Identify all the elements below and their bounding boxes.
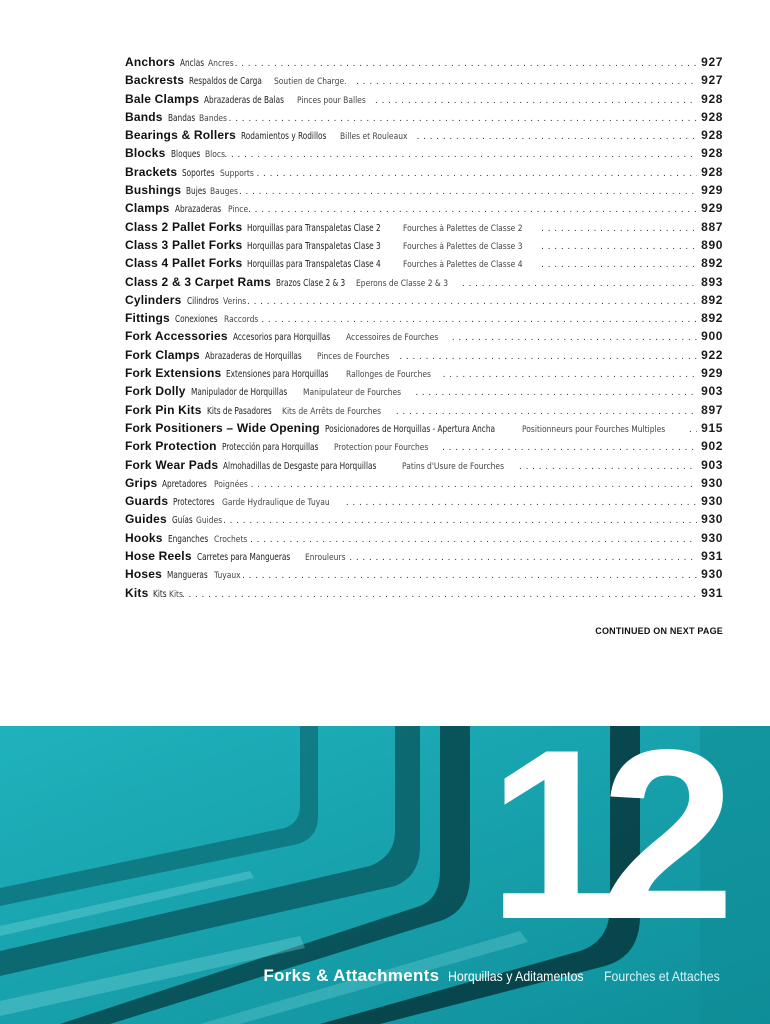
toc-entry-title-es: Respaldos de Carga (189, 76, 263, 88)
toc-entry-title-es: Accesorios para Horquillas (232, 332, 331, 344)
toc-entry[interactable] (125, 110, 723, 128)
toc-entry-title-en: Bale Clamps (125, 91, 200, 106)
toc-entry-title-es: Abrazaderas de Balas (204, 94, 285, 106)
toc-entry-title-fr: Rallonges de Fourches (345, 370, 431, 381)
dot-leader (375, 95, 697, 106)
toc-entry[interactable] (125, 421, 723, 439)
toc-entry-title-fr: Fourches à Palettes de Classe 2 (402, 223, 523, 234)
toc-entry-title-es: Kits (153, 588, 168, 600)
dot-leader (346, 497, 697, 508)
toc-entry-title-fr: Manipulateur de Fourches (302, 388, 401, 399)
toc-entry-title-en: Bands (125, 109, 163, 124)
toc-entry-page: 927 (701, 55, 723, 69)
toc-entry-page: 893 (701, 274, 723, 289)
toc-entry-title-fr: Accessoires de Fourches (345, 333, 439, 344)
toc-entry-title-en: Hoses (125, 567, 163, 582)
toc-entry[interactable] (125, 512, 723, 530)
dot-leader (443, 369, 697, 380)
toc-entry-title-en: Fork Dolly (125, 384, 186, 399)
toc-entry-page: 930 (701, 494, 723, 509)
toc-entry[interactable] (125, 311, 723, 329)
dot-leader (248, 204, 697, 215)
toc-entry-title-es: Mangueras (167, 570, 208, 582)
toc-entry-title-fr: Verins (223, 296, 247, 307)
toc-entry[interactable] (125, 220, 723, 238)
toc-entry[interactable] (125, 549, 723, 567)
toc-entry-title-fr: Pince (228, 205, 249, 216)
chapter-number: 12 (488, 700, 714, 970)
dot-leader (442, 442, 697, 453)
toc-entry-title-fr: Poignées (214, 479, 249, 490)
toc-entry-title-en: Fork Positioners – Wide Opening (125, 420, 320, 435)
dot-leader (541, 259, 697, 270)
toc-entry-title-en: Clamps (125, 201, 170, 216)
toc-entry-title-fr: Raccords (224, 315, 259, 326)
toc-entry-page: 887 (701, 219, 723, 234)
toc-entry-title-en: Brackets (125, 164, 178, 179)
toc-entry-title-en: Hose Reels (125, 549, 192, 564)
dot-leader (261, 314, 697, 325)
dot-leader (224, 149, 697, 160)
toc-entry-title-es: Carretes para Mangueras (196, 552, 290, 564)
toc-entry-title-fr: Tuyaux (214, 571, 242, 582)
toc-entry-title-fr: Billes et Rouleaux (340, 132, 408, 143)
chapter-title-fr: Fourches et Attaches (604, 968, 721, 984)
toc-entry-title-es: Enganches (167, 533, 208, 545)
dot-leader (689, 424, 697, 435)
toc-entry-title-es: Apretadores (162, 478, 208, 490)
toc-entry-page: 928 (701, 91, 723, 106)
toc-entry-title-es: Horquillas para Transpaletas Clase 2 (247, 222, 382, 234)
dot-leader (256, 168, 697, 179)
toc-entry-page: 930 (701, 567, 723, 582)
dot-leader (229, 113, 698, 124)
toc-entry[interactable] (125, 567, 723, 585)
dot-leader (462, 278, 697, 289)
toc-entry-title-en: Class 4 Pallet Forks (125, 256, 243, 271)
toc-entry-title-en: Fork Accessories (125, 329, 228, 344)
dot-leader (349, 552, 697, 563)
toc-entry[interactable] (125, 92, 723, 110)
toc-entry-title-fr: Fourches à Palettes de Classe 3 (402, 241, 523, 252)
toc-entry-title-en: Kits (125, 585, 149, 600)
toc-entry-title-es: Posicionadores de Horquillas - Apertura Ancha (324, 423, 495, 435)
dot-leader (415, 387, 697, 398)
toc-entry-title-en: Grips (125, 475, 158, 490)
toc-entry-title-en: Fork Protection (125, 439, 217, 454)
toc-entry-title-fr: Pinces pour Balles (297, 95, 366, 106)
toc-entry[interactable] (125, 476, 723, 494)
toc-entry-page: 930 (701, 512, 723, 527)
toc-entry-title-es: Manipulador de Horquillas (190, 387, 287, 399)
toc-entry-title-es: Cilindros (186, 295, 219, 307)
table-of-contents (125, 55, 723, 604)
toc-entry[interactable] (125, 201, 723, 219)
toc-entry[interactable] (125, 165, 723, 183)
toc-entry-page: 915 (701, 420, 723, 435)
toc-entry[interactable] (125, 238, 723, 256)
toc-entry[interactable] (125, 128, 723, 146)
toc-entry[interactable] (125, 73, 723, 91)
dot-leader (235, 58, 698, 69)
toc-entry[interactable] (125, 293, 723, 311)
dot-leader (182, 589, 697, 600)
toc-entry-page: 930 (701, 530, 723, 545)
toc-entry[interactable] (125, 275, 723, 293)
toc-entry-title-en: Blocks (125, 146, 166, 161)
toc-entry-title-es: Protectores (173, 497, 215, 509)
toc-entry-title-es: Kits de Pasadores (206, 405, 272, 417)
dot-leader (356, 76, 697, 87)
dot-leader (399, 351, 697, 362)
toc-entry-page: 897 (701, 402, 723, 417)
toc-entry-page: 892 (701, 256, 723, 271)
toc-entry-page: 929 (701, 183, 723, 198)
chapter-title-es: Horquillas y Aditamentos (448, 968, 584, 984)
toc-entry-title-es: Abrazaderas (174, 204, 221, 216)
toc-entry[interactable] (125, 384, 723, 402)
dot-leader (452, 332, 697, 343)
toc-entry-title-en: Cylinders (125, 292, 182, 307)
toc-entry-title-en: Guides (125, 512, 167, 527)
toc-entry-title-es: Guías (171, 515, 193, 527)
toc-entry-page: 922 (701, 347, 723, 362)
chapter-title (263, 966, 726, 986)
toc-entry[interactable] (125, 256, 723, 274)
dot-leader (417, 131, 698, 142)
toc-entry-title-es: Protección para Horquillas (221, 442, 319, 454)
toc-entry-page: 890 (701, 237, 723, 252)
dot-leader (247, 296, 697, 307)
toc-entry-title-es: Extensiones para Horquillas (226, 369, 329, 381)
toc-entry-page: 931 (701, 549, 723, 564)
toc-entry-title-en: Fork Pin Kits (125, 402, 202, 417)
toc-entry-page: 928 (701, 109, 723, 124)
toc-entry-page: 928 (701, 146, 723, 161)
dot-leader (541, 241, 697, 252)
toc-entry[interactable] (125, 146, 723, 164)
toc-entry[interactable] (125, 403, 723, 421)
toc-entry-title-fr: Patins d'Usure de Fourches (401, 461, 504, 472)
toc-entry-page: 892 (701, 311, 723, 326)
toc-entry-title-fr: Soutien de Charge. (273, 77, 347, 88)
toc-entry-title-fr: Protection pour Fourches (333, 443, 429, 454)
toc-entry[interactable] (125, 329, 723, 347)
toc-entry-title-es: Anclas (180, 58, 205, 69)
toc-entry-title-en: Class 2 Pallet Forks (125, 219, 243, 234)
toc-entry-title-fr: Supports (220, 168, 255, 179)
toc-entry[interactable] (125, 348, 723, 366)
dot-leader (541, 223, 697, 234)
toc-entry-title-es: Soportes (182, 167, 215, 179)
dot-leader (519, 461, 697, 472)
toc-entry-title-fr: Positionneurs pour Fourches Multiples (522, 424, 666, 435)
toc-entry-title-fr: Garde Hydraulique de Tuyau (221, 498, 330, 509)
toc-entry-title-es: Abrazaderas de Horquillas (204, 350, 302, 362)
toc-entry-title-es: Horquillas para Transpaletas Clase 4 (247, 259, 382, 271)
dot-leader (396, 406, 697, 417)
toc-entry-title-en: Backrests (125, 73, 185, 88)
toc-entry-title-en: Class 2 & 3 Carpet Rams (125, 274, 271, 289)
toc-entry-title-fr: Crochets (214, 534, 248, 545)
dot-leader (239, 186, 697, 197)
toc-entry[interactable] (125, 183, 723, 201)
toc-entry-page: 929 (701, 201, 723, 216)
toc-entry-title-es: Conexiones (174, 314, 218, 326)
toc-entry-title-en: Fork Extensions (125, 366, 222, 381)
toc-entry-page: 928 (701, 164, 723, 179)
toc-entry[interactable] (125, 366, 723, 384)
toc-entry[interactable] (125, 494, 723, 512)
toc-entry-title-en: Class 3 Pallet Forks (125, 237, 243, 252)
toc-entry-title-fr: Eperons de Classe 2 & 3 (356, 278, 449, 289)
toc-entry-title-fr: Bauges (209, 187, 238, 198)
toc-entry-title-en: Anchors (125, 55, 176, 69)
toc-entry[interactable] (125, 531, 723, 549)
toc-entry-title-fr: Enrouleurs (305, 553, 346, 564)
toc-entry-title-en: Fork Wear Pads (125, 457, 219, 472)
dot-leader (251, 479, 697, 490)
toc-entry-title-fr: Kits (169, 589, 184, 600)
toc-entry-title-es: Almohadillas de Desgaste para Horquillas (223, 460, 377, 472)
toc-entry-title-fr: Pinces de Fourches (317, 351, 390, 362)
toc-entry-page: 927 (701, 73, 723, 88)
toc-entry-page: 931 (701, 585, 723, 600)
toc-entry-page: 928 (701, 128, 723, 143)
toc-entry-page: 929 (701, 366, 723, 381)
toc-entry-title-es: Brazos Clase 2 & 3 (276, 277, 346, 289)
toc-entry-page: 930 (701, 475, 723, 490)
toc-entry-title-fr: Ancres (208, 59, 234, 69)
toc-entry[interactable] (125, 439, 723, 457)
chapter-title-en: Forks & Attachments (263, 966, 440, 985)
toc-entry-page: 892 (701, 292, 723, 307)
toc-entry[interactable] (125, 586, 723, 604)
toc-entry-title-es: Bujes (186, 186, 207, 198)
toc-entry-title-en: Hooks (125, 530, 163, 545)
dot-leader (242, 570, 697, 581)
toc-entry-title-fr: Fourches à Palettes de Classe 4 (402, 260, 523, 271)
toc-entry[interactable] (125, 55, 723, 73)
toc-entry-title-en: Fittings (125, 311, 170, 326)
toc-entry-title-fr: Blocs (204, 150, 225, 161)
toc-entry[interactable] (125, 458, 723, 476)
continued-note: CONTINUED ON NEXT PAGE (595, 626, 723, 636)
toc-entry-title-es: Bandas (167, 112, 195, 124)
toc-entry-title-en: Bearings & Rollers (125, 128, 236, 143)
toc-entry-title-es: Bloques (170, 149, 200, 161)
toc-entry-title-es: Rodamientos y Rodillos (240, 131, 327, 143)
toc-entry-title-fr: Kits de Arrêts de Fourches (281, 406, 381, 417)
toc-entry-title-es: Horquillas para Transpaletas Clase 3 (247, 240, 382, 252)
toc-entry-page: 903 (701, 384, 723, 399)
dot-leader (250, 534, 697, 545)
toc-entry-title-en: Bushings (125, 183, 182, 198)
toc-entry-page: 903 (701, 457, 723, 472)
toc-entry-page: 900 (701, 329, 723, 344)
toc-entry-title-fr: Bandes (199, 113, 228, 124)
toc-entry-title-en: Fork Clamps (125, 347, 200, 362)
dot-leader (223, 515, 697, 526)
toc-entry-title-en: Guards (125, 494, 169, 509)
toc-entry-title-fr: Guides (196, 516, 223, 527)
toc-entry-page: 902 (701, 439, 723, 454)
